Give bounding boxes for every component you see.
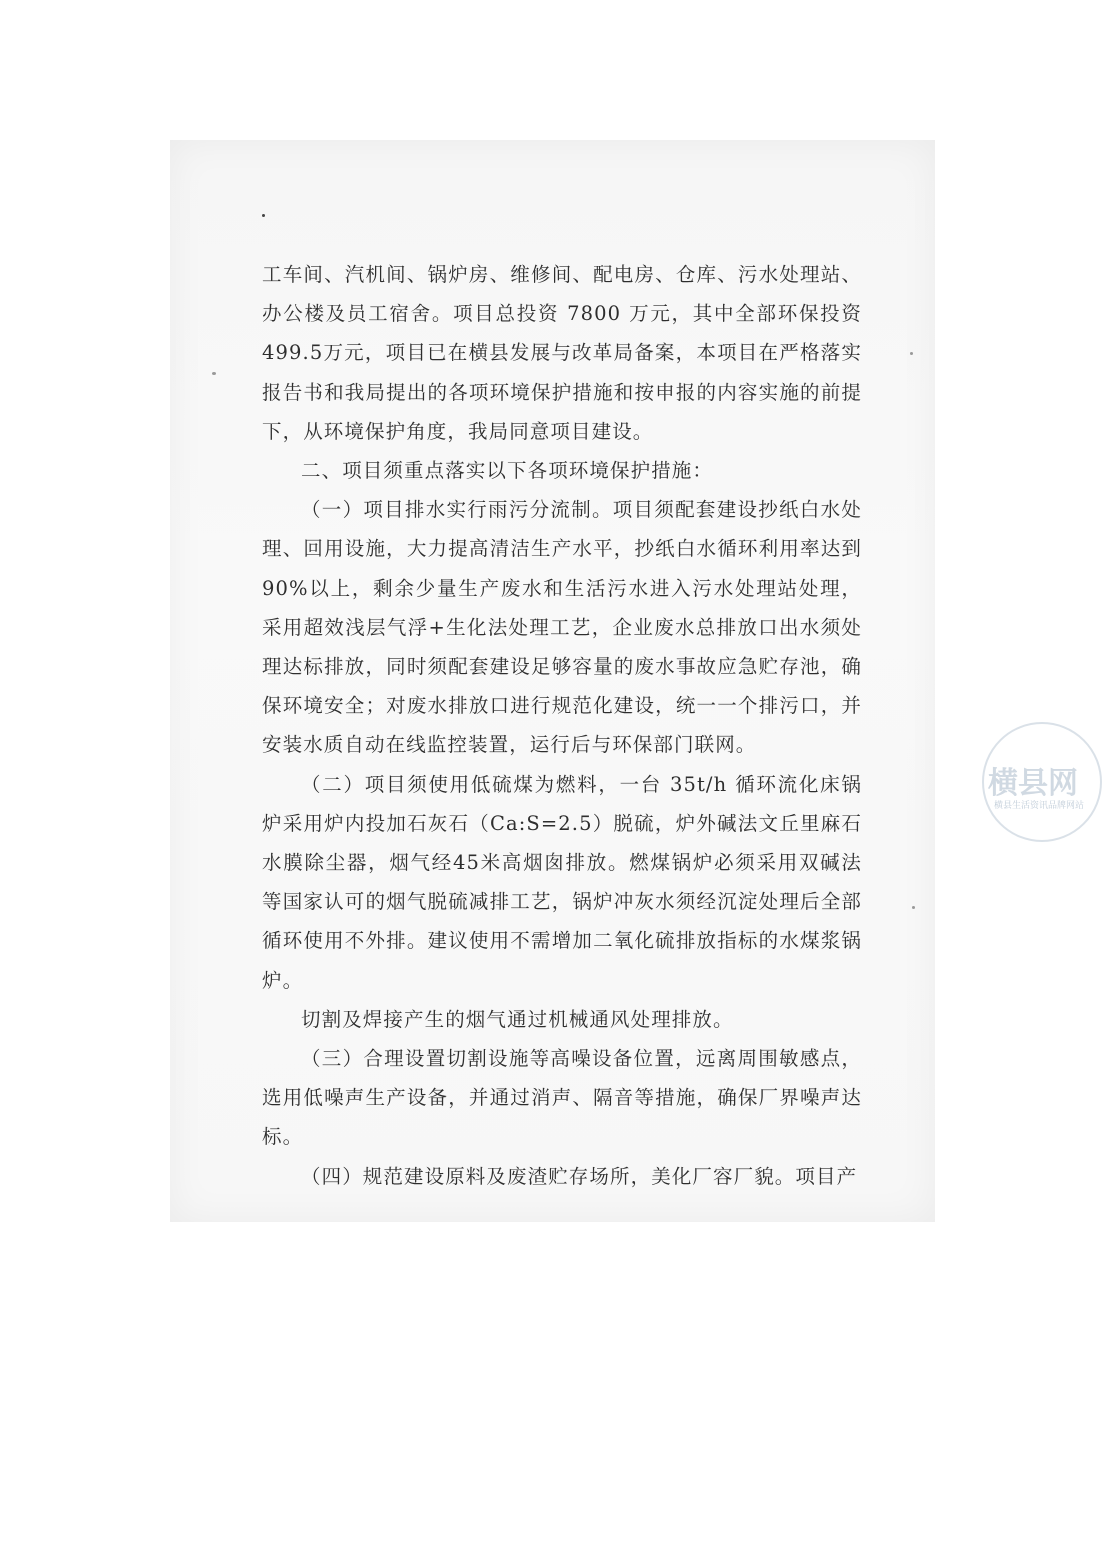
scan-speck (212, 372, 216, 375)
watermark-tagline: 横县生活资讯品牌网站 (994, 801, 1085, 811)
scan-speck (262, 214, 265, 217)
scan-speck (910, 352, 913, 355)
paragraph-measure-four: （四）规范建设原料及废渣贮存场所，美化厂容厂貌。项目产 (301, 1164, 858, 1188)
scan-speck (912, 906, 915, 909)
paragraph-measure-three: （三）合理设置切割设施等高噪设备位置，远离周围敏感点，选用低噪声生产设备，并通过消声、隔音等措施，确保厂界噪声达标。 (262, 1047, 862, 1149)
paragraph-project-summary: 工车间、汽机间、锅炉房、维修间、配电房、仓库、污水处理站、办公楼及员工宿舍。项目总投资 7800 万元，其中全部环保投资499.5万元，项目已在横县发展与改革局备案，本项目在严格落实报告书和我局提出的各项环境保护措施和按申报的内容实施的前提下，从环境保护角度，我局同意项目建设。 (262, 263, 862, 443)
paragraph-cutting-welding: 切割及焊接产生的烟气通过机械通风处理排放。 (301, 1007, 734, 1031)
paragraph-measure-one: （一）项目排水实行雨污分流制。项目须配套建设抄纸白水处理、回用设施，大力提高清洁生产水平，抄纸白水循环利用率达到90%以上，剩余少量生产废水和生活污水进入污水处理站处理，采用超效浅层气浮+生化法处理工艺，企业废水总排放口出水须处理达标排放，同时须配套建设足够容量的废水事故应急贮存池，确保环境安全；对废水排放口进行规范化建设，统一一个排污口，并安装水质自动在线监控装置，运行后与环保部门联网。 (262, 498, 862, 757)
body-text (262, 255, 862, 1196)
paragraph-measure-two: （二）项目须使用低硫煤为燃料，一台 35t/h 循环流化床锅炉采用炉内投加石灰石（Ca:S=2.5）脱硫，炉外碱法文丘里麻石水膜除尘器，烟气经45米高烟囱排放。燃煤锅炉必须采用双碱法等国家认可的烟气脱硫减排工艺，锅炉冲灰水须经沉淀处理后全部循环使用不外排。建议使用不需增加二氧化硫排放指标的水煤浆锅炉。 (262, 772, 862, 992)
site-watermark-seal (982, 722, 1102, 842)
watermark-logo-text: 横县网 (988, 766, 1078, 801)
paragraph-section-two-heading: 二、项目须重点落实以下各项环境保护措施： (301, 459, 714, 483)
